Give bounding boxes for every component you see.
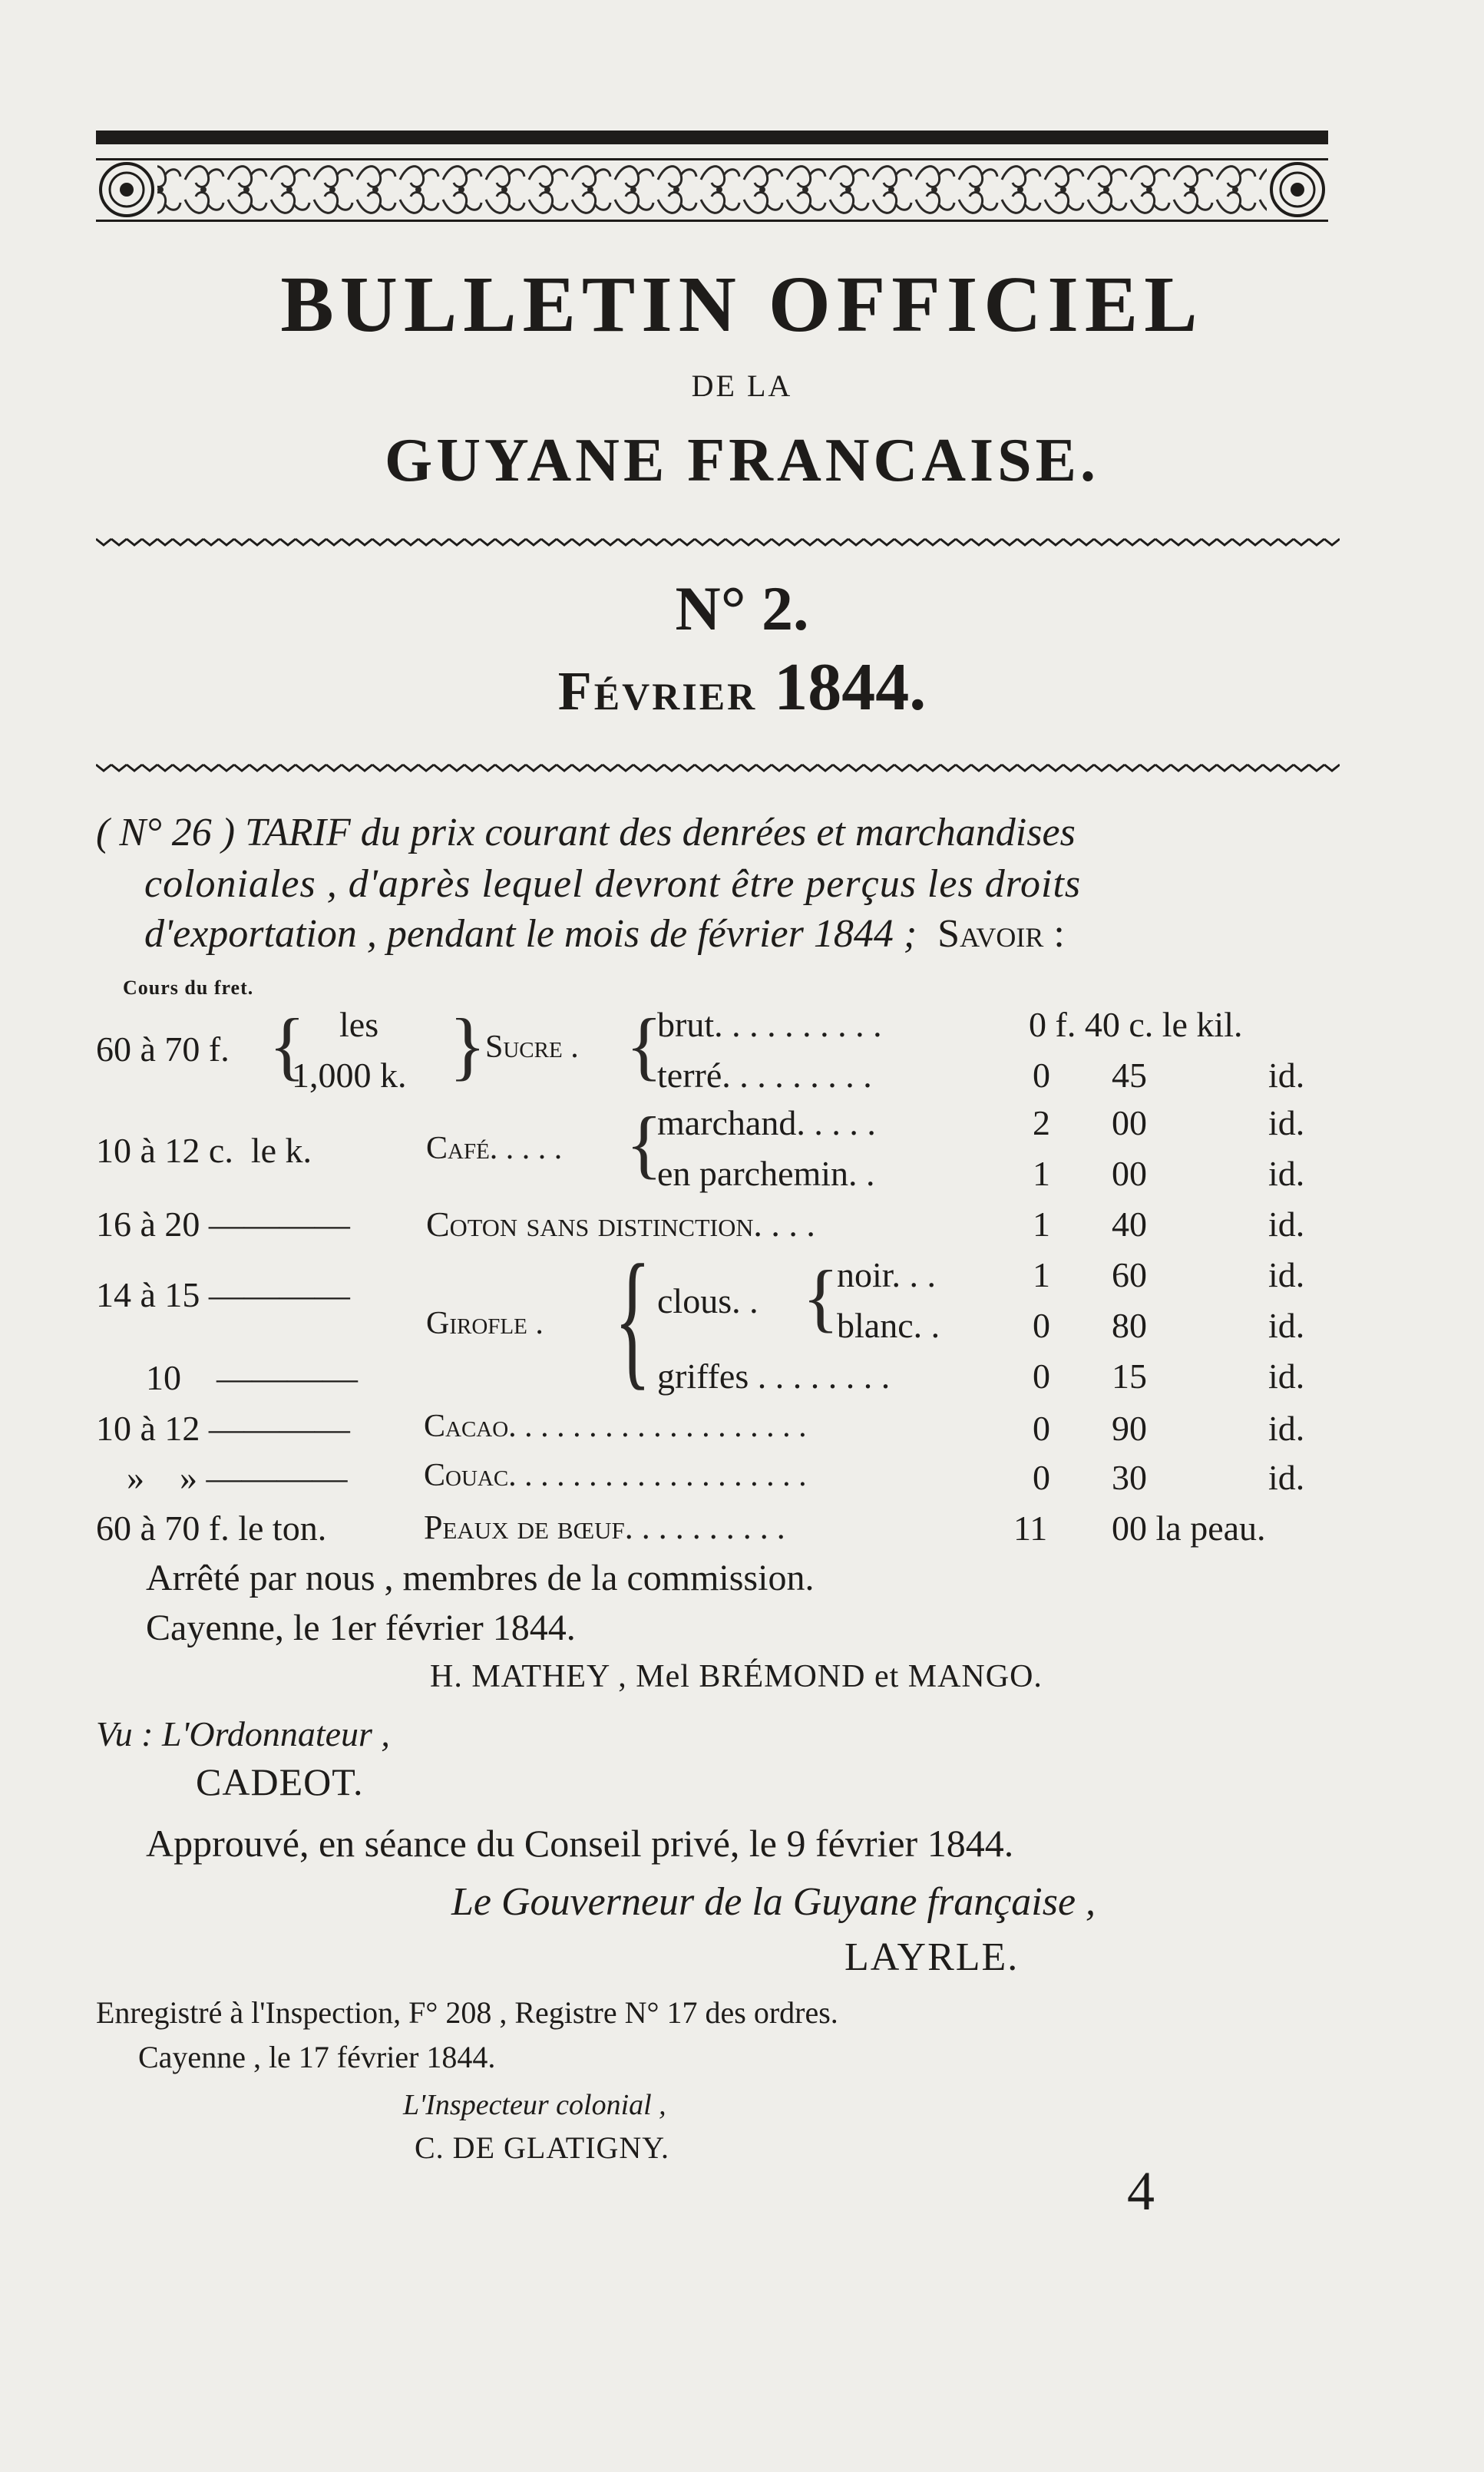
girofle-blanc-unit: id. (1268, 1306, 1305, 1345)
intro-line-3-text: d'exportation , pendant le mois de février 1844 ; (144, 912, 917, 956)
enregistre: Enregistré à l'Inspection, F° 208 , Registre N° 17 des ordres. (96, 1995, 838, 2030)
coton-unit: id. (1268, 1205, 1305, 1244)
couac-unit: id. (1268, 1458, 1305, 1497)
page-title: BULLETIN OFFICIEL (280, 260, 1204, 349)
intro-line-1: ( N° 26 ) TARIF du prix courant des denrées et marchandises (96, 811, 1076, 854)
couac-c: 30 (1112, 1458, 1147, 1497)
sucre-name: Sucre . (485, 1029, 579, 1065)
sucre-brut: brut. . . . . . . . . . (657, 1005, 882, 1044)
coton-label: Coton sans distinction. . . . (426, 1205, 815, 1244)
gouverneur: Le Gouverneur de la Guyane française , (451, 1880, 1096, 1924)
issue-number: N° 2. (675, 573, 809, 643)
peaux-name: Peaux de bœuf. . . . . . . . . . (424, 1509, 785, 1546)
top-rule (96, 131, 1328, 144)
sucre-qty: 1,000 k. (292, 1056, 407, 1095)
layrle: LAYRLE. (844, 1935, 1020, 1979)
peaux-fr: 11 (1013, 1509, 1048, 1548)
sucre-fret: 60 à 70 f. (96, 1029, 230, 1069)
sucre-terre-c: 45 (1112, 1056, 1147, 1095)
girofle-name: Girofle . (426, 1306, 544, 1341)
wavy-rule-bottom (96, 762, 1340, 774)
fret-header: Cours du fret. (123, 977, 254, 999)
intro-line-2: coloniales , d'après lequel devront être perçus les droits (144, 862, 1082, 906)
title-de-la: DE LA (691, 368, 793, 403)
page-subtitle: GUYANE FRANCAISE. (384, 427, 1100, 494)
cafe-parchemin-c: 00 (1112, 1154, 1147, 1193)
cacao-fret: 10 à 12 ———— (96, 1409, 350, 1448)
wavy-rule-top (96, 536, 1340, 548)
peaux-fret: 60 à 70 f. le ton. (96, 1509, 327, 1548)
girofle-blanc-fr: 0 (1033, 1306, 1050, 1345)
couac-fr: 0 (1033, 1458, 1050, 1497)
cafe-marchand-fr: 2 (1033, 1103, 1050, 1142)
sucre-terre-unit: id. (1268, 1056, 1305, 1095)
vu-ordonnateur: Vu : L'Ordonnateur , (96, 1714, 390, 1753)
cafe-marchand-unit: id. (1268, 1103, 1305, 1142)
coton-fret: 16 à 20 ———— (96, 1205, 350, 1244)
issue-month: Février (557, 660, 758, 722)
girofle-noir: noir. . . (837, 1255, 937, 1294)
couac-fret: » » ———— (127, 1458, 348, 1497)
cafe-brace: { (626, 1101, 663, 1186)
signers: H. MATHEY , Mel BRÉMOND et MANGO. (430, 1659, 1043, 1694)
sucre-brut-price: 0 f. 40 c. le kil. (1029, 1005, 1243, 1044)
girofle-noir-fr: 1 (1033, 1255, 1050, 1294)
cacao-fr: 0 (1033, 1409, 1050, 1448)
girofle-fret-1: 14 à 15 ———— (96, 1275, 350, 1314)
couac-name: Couac. . . . . . . . . . . . . . . . . . . (424, 1458, 807, 1493)
glatigny: C. DE GLATIGNY. (415, 2130, 670, 2165)
cafe-parchemin-unit: id. (1268, 1154, 1305, 1193)
girofle-noir-c: 60 (1112, 1255, 1147, 1294)
coton-c: 40 (1112, 1205, 1147, 1244)
cacao-c: 90 (1112, 1409, 1147, 1448)
cafe-marchand-c: 00 (1112, 1103, 1147, 1142)
sucre-brace-3: { (626, 1003, 663, 1088)
sucre-brace-1: { (269, 1003, 306, 1088)
girofle-blanc-c: 80 (1112, 1306, 1147, 1345)
approuve-text: Approuvé, en séance du Conseil privé, le 9 février 1844. (146, 1822, 1014, 1865)
cafe-name: Café. . . . . (426, 1131, 563, 1166)
inspecteur: L'Inspecteur colonial , (403, 2089, 666, 2121)
girofle-griffes-unit: id. (1268, 1357, 1305, 1396)
cayenne-date: Cayenne, le 1er février 1844. (146, 1608, 576, 1648)
coton-fr: 1 (1033, 1205, 1050, 1244)
sucre-brace-2: } (449, 1003, 486, 1088)
sucre-terre-fr: 0 (1033, 1056, 1050, 1095)
cafe-parchemin-fr: 1 (1033, 1154, 1050, 1193)
cafe-fret: 10 à 12 c. le k. (96, 1131, 312, 1170)
cacao-name: Cacao. . . . . . . . . . . . . . . . . . . (424, 1409, 807, 1444)
girofle-griffes-fr: 0 (1033, 1357, 1050, 1396)
peaux-c: 00 la peau. (1112, 1509, 1266, 1548)
cafe-marchand: marchand. . . . . (657, 1103, 876, 1142)
ornament-band (96, 157, 1328, 223)
girofle-clous: clous. . (657, 1281, 759, 1320)
cafe-parchemin: en parchemin. . (657, 1154, 875, 1193)
girofle-griffes-c: 15 (1112, 1357, 1147, 1396)
girofle-clous-brace: { (802, 1254, 839, 1340)
arrete-text: Arrêté par nous , membres de la commission. (146, 1558, 815, 1598)
cadeot: CADEOT. (196, 1760, 364, 1803)
girofle-brace: { (614, 1234, 651, 1403)
page-number: 4 (1127, 2160, 1155, 2222)
issue-date (0, 650, 1484, 725)
girofle-noir-unit: id. (1268, 1255, 1305, 1294)
sucre-les: les (339, 1005, 379, 1044)
intro-savoir: Savoir : (937, 912, 1065, 956)
girofle-griffes: griffes . . . . . . . . (657, 1357, 891, 1396)
issue-year: 1844. (774, 650, 927, 725)
cayenne-date-2: Cayenne , le 17 février 1844. (138, 2040, 496, 2074)
girofle-fret-2: 10 ———— (146, 1358, 358, 1397)
sucre-terre: terré. . . . . . . . . (657, 1056, 872, 1095)
girofle-blanc: blanc. . (837, 1306, 940, 1345)
cacao-unit: id. (1268, 1409, 1305, 1448)
intro-line-3 (144, 911, 1065, 957)
